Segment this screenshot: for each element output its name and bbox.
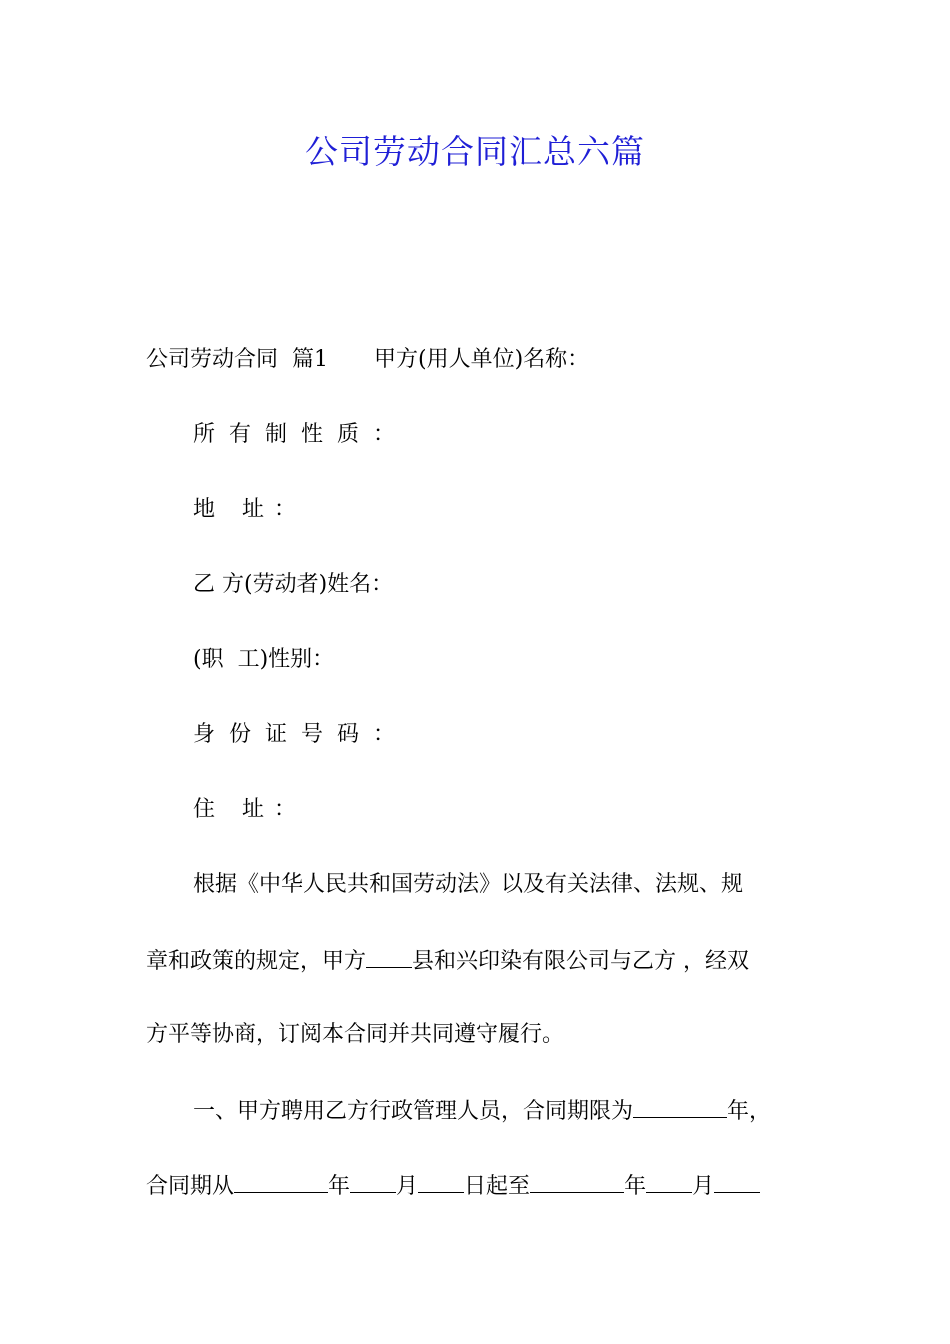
party-a-name-label: 甲方(用人单位)名称： [373,347,590,372]
year-unit: 年 [624,1174,647,1199]
blank-underline [530,1170,624,1193]
residence-label: 住 址： [193,797,306,822]
section-label: 公司劳动合同 篇1 [146,347,328,372]
month-unit: 月 [396,1174,419,1199]
preamble-line-2-start: 章和政策的规定，甲方 [146,949,367,974]
gender-label: (职 工)性别： [193,647,335,672]
month-unit: 月 [692,1174,715,1199]
id-number-label: 身份证号码： [193,722,410,747]
blank-underline [633,1095,727,1118]
document-title: 公司劳动合同汇总六篇 [305,132,645,171]
blank-underline [350,1170,396,1193]
blank-underline [418,1170,464,1193]
preamble-line-1: 根据《中华人民共和国劳动法》以及有关法律、法规、规 [193,872,744,897]
term-from-label: 合同期从 [146,1174,235,1199]
ownership-label: 所有制性质： [193,422,410,447]
clause-1-years-unit: 年， [727,1099,772,1124]
preamble-line-3: 方平等协商，订阅本合同并共同遵守履行。 [146,1022,565,1047]
blank-underline [646,1170,692,1193]
address-label: 地 址： [193,497,306,522]
blank-underline [366,945,412,968]
clause-1-line-1 [193,1095,771,1127]
year-unit: 年 [328,1174,351,1199]
party-b-label: 乙 方(劳动者)姓名： [193,572,394,597]
start-to-label: 日起至 [464,1174,531,1199]
preamble-line-2-end: 县和兴印染有限公司与乙方 ，经双 [412,949,750,974]
clause-1-text: 一、甲方聘用乙方行政管理人员，合同期限为 [193,1099,634,1124]
blank-underline [714,1170,760,1193]
clause-1-line-2 [146,1170,760,1202]
preamble-line-2 [146,945,749,977]
blank-underline [234,1170,328,1193]
header-line [146,345,589,375]
